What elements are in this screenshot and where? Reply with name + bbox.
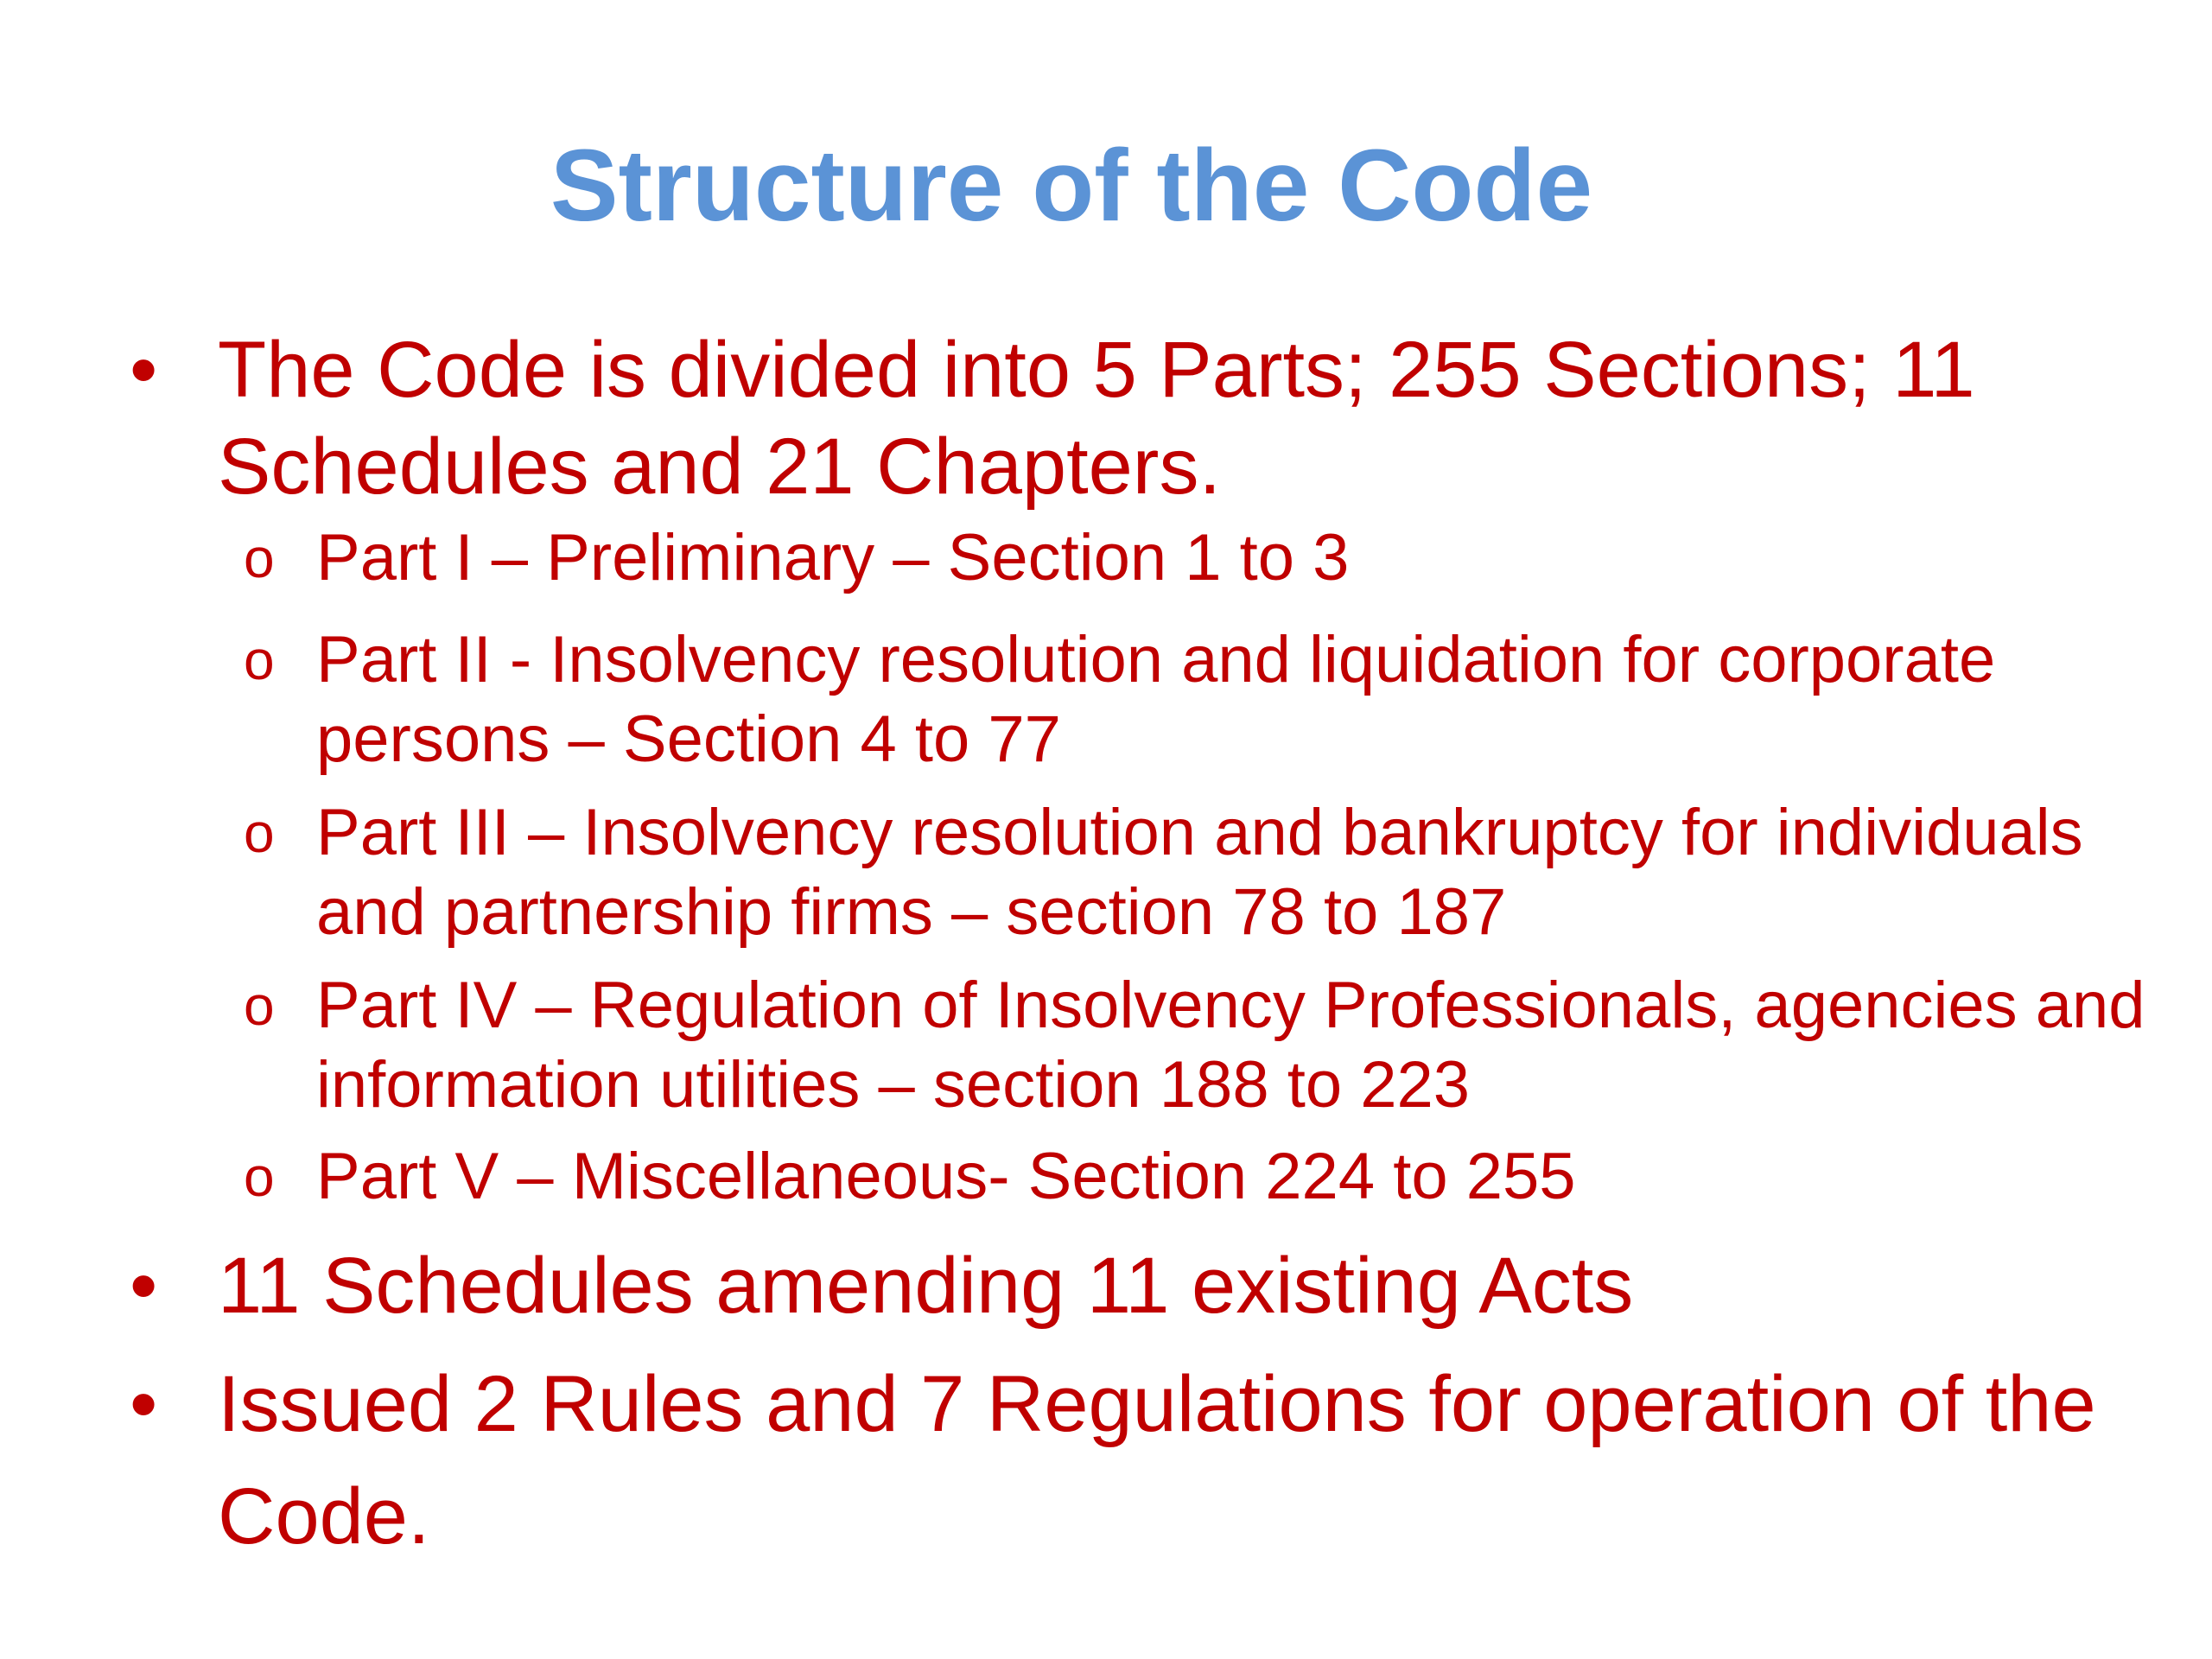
- sub-item-text: Part II - Insolvency resolution and liquidation for corporate persons – Section 4 to 77: [316, 623, 1996, 776]
- bullet-marker: •: [130, 1242, 158, 1330]
- sub-bullet-marker: o: [244, 629, 275, 691]
- sub-item-text: Part IV – Regulation of Insolvency Professionals, agencies and information utilities – section 188 to 223: [316, 969, 2145, 1122]
- bullet-text: 11 Schedules amending 11 existing Acts: [218, 1242, 1634, 1330]
- slide-title: Structure of the Code: [550, 129, 1593, 243]
- sub-bullet-marker: o: [244, 975, 275, 1037]
- sub-bullet-marker: o: [244, 1146, 275, 1208]
- sub-bullet-marker: o: [244, 527, 275, 589]
- bullet-marker: •: [130, 326, 158, 414]
- bullet-text: The Code is divided into 5 Parts; 255 Sections; 11 Schedules and 21 Chapters.: [218, 326, 1975, 511]
- bullet-text: Issued 2 Rules and 7 Regulations for operation of the Code.: [218, 1360, 2096, 1560]
- sub-bullet-marker: o: [244, 802, 275, 864]
- sub-item-text: Part I – Preliminary – Section 1 to 3: [316, 521, 1350, 594]
- sub-item-text: Part III – Insolvency resolution and bankruptcy for individuals and partnership firms – section 78 to 187: [316, 796, 2083, 949]
- bullet-marker: •: [130, 1360, 158, 1448]
- sub-item-text: Part V – Miscellaneous- Section 224 to 255: [316, 1140, 1576, 1213]
